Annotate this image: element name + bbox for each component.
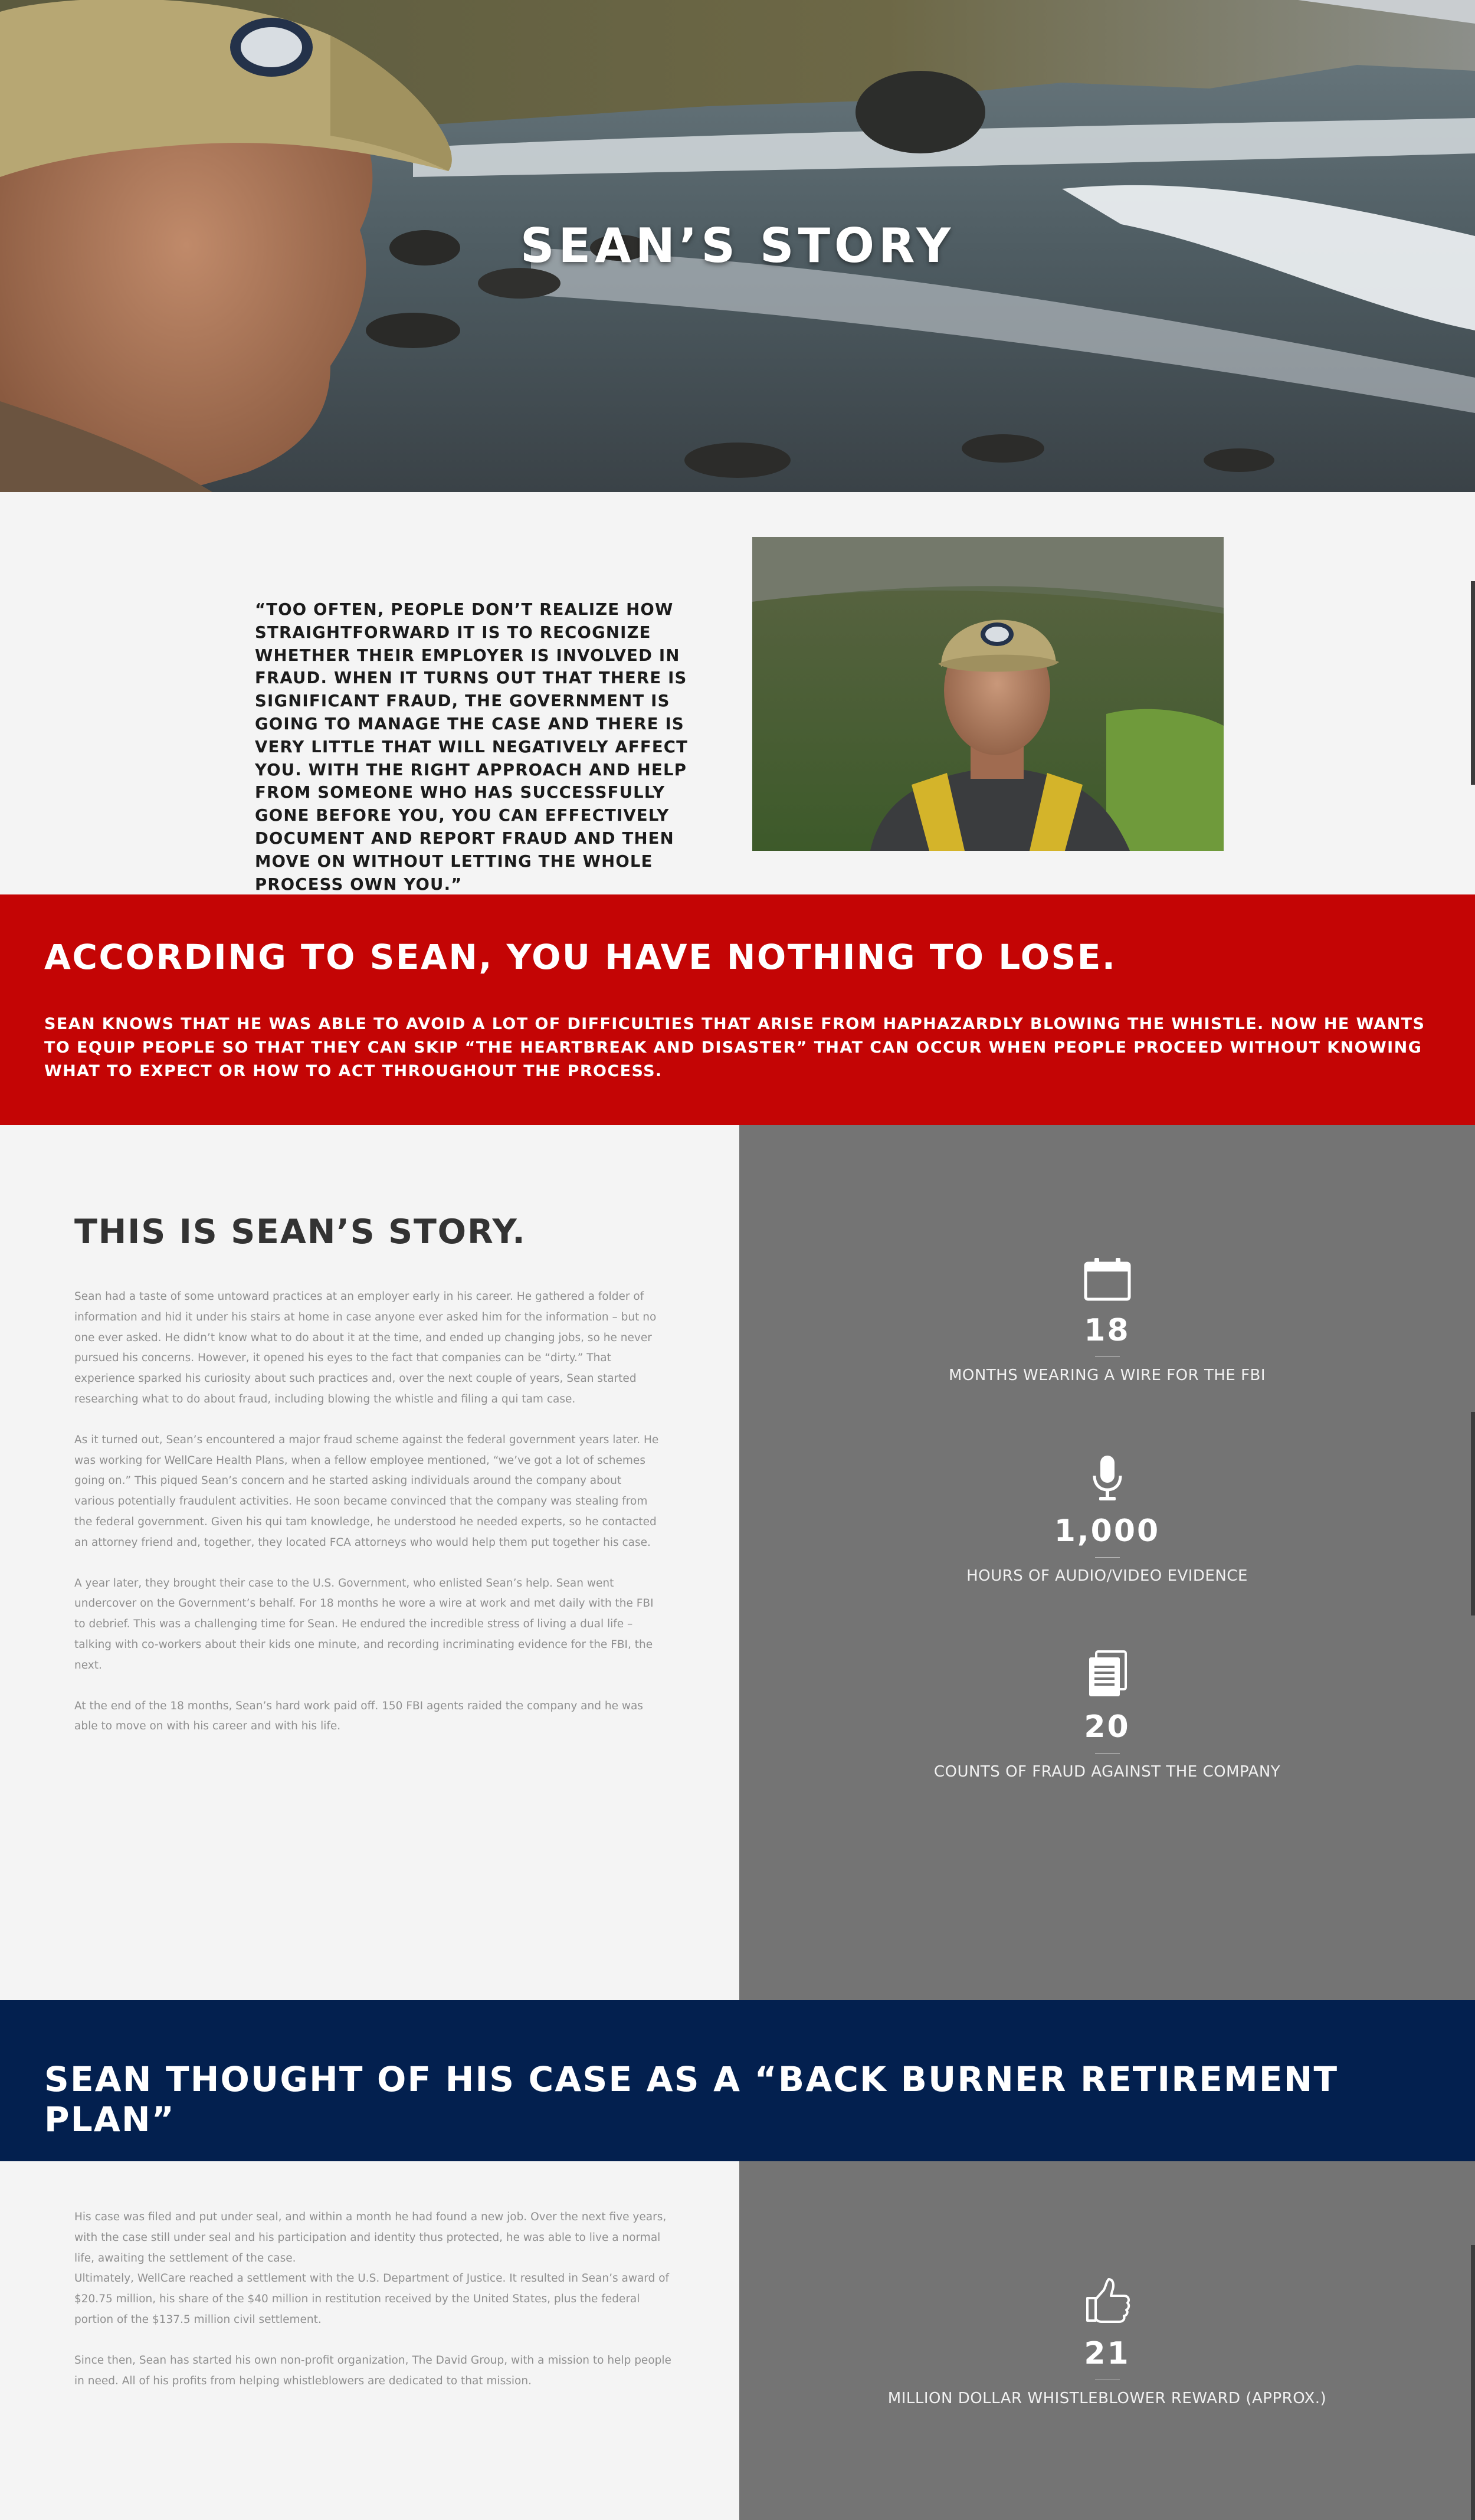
sean-portrait-photo <box>752 537 1224 851</box>
document-icon <box>1087 1650 1128 1698</box>
story-paragraph: As it turned out, Sean’s encountered a major fraud scheme against the federal government years later. He was working for WellCare Health Plans, when a fellow employee mentioned, “we’ve got a lot of schemes going on.” This piqued Sean’s concern and he started asking individuals around the company about various potentially fraudulent activities. He soon became convinced that the company was stealing from the federal government. Given his qui tam knowledge, he understood he needed experts, so he contacted an attorney friend and, together, they located FCA attorneys who would help them put together his case. <box>74 1433 659 1549</box>
stat-value: 21 <box>1084 2336 1130 2371</box>
settlement-section <box>0 2161 739 2520</box>
stat-hours-evidence <box>739 1454 1475 1585</box>
stat-counts-fraud <box>739 1650 1475 1781</box>
quote-section <box>0 492 1475 894</box>
settlement-line: Ultimately, WellCare reached a settlement with the U.S. Department of Justice. It resulted in Sean’s award of $20.75 million, his share of the $40 million in restitution received by the United States, plus the federal portion of the $137.5 million civil settlement. <box>74 2272 670 2326</box>
stat-value: 20 <box>1084 1709 1130 1745</box>
stat-label: COUNTS OF FRAUD AGAINST THE COMPANY <box>933 1763 1281 1781</box>
red-banner-text: SEAN KNOWS THAT HE WAS ABLE TO AVOID A LOT OF DIFFICULTIES THAT ARISE FROM HAPHAZARDLY BLOWING THE WHISTLE. NOW HE WANTS TO EQUIP PEOPLE SO THAT THEY CAN SKIP “THE HEARTBREAK AND DISASTER” THAT CAN OCCUR WHEN PEOPLE PROCEED WITHOUT KNOWING WHAT TO EXPECT OR HOW TO ACT THROUGHOUT THE PROCESS. <box>44 1015 1425 1080</box>
thumbs-up-icon <box>1084 2277 1131 2324</box>
hero-title: SEAN’S STORY <box>520 218 955 273</box>
red-banner-title: ACCORDING TO SEAN, YOU HAVE NOTHING TO LOSE. <box>44 937 1117 977</box>
settlement-line: His case was filed and put under seal, and within a month he had found a new job. Over the next five years, with the case still under seal and his participation and identity thus protected, he was able to live a normal life, awaiting the settlement of the case. <box>74 2211 667 2265</box>
stat-reward <box>739 2277 1475 2407</box>
stat-label: MONTHS WEARING A WIRE FOR THE FBI <box>948 1366 1266 1384</box>
calendar-icon <box>1084 1257 1131 1301</box>
settlement-paragraphs <box>74 2207 676 2411</box>
story-paragraphs <box>74 1287 664 1757</box>
stat-value: 1,000 <box>1054 1513 1161 1549</box>
stat-label: MILLION DOLLAR WHISTLEBLOWER REWARD (APPROX.) <box>887 2390 1327 2407</box>
hero-banner <box>0 0 1475 492</box>
scroll-indicator[interactable] <box>1471 2245 1475 2520</box>
story-heading: THIS IS SEAN’S STORY. <box>74 1213 526 1251</box>
settlement-paragraph <box>74 2207 676 2331</box>
story-stats-panel <box>739 1125 1475 2000</box>
navy-banner-title: SEAN THOUGHT OF HIS CASE AS A “BACK BURNER RETIREMENT PLAN” <box>44 2059 1339 2139</box>
sean-quote: “TOO OFTEN, PEOPLE DON’T REALIZE HOW STRAIGHTFORWARD IT IS TO RECOGNIZE WHETHER THEIR EMPLOYER IS INVOLVED IN FRAUD. WHEN IT TURNS OUT THAT THERE IS SIGNIFICANT FRAUD, THE GOVERNMENT IS GOING TO MANAGE THE CASE AND THERE IS VERY LITTLE THAT WILL NEGATIVELY AFFECT YOU. WITH THE RIGHT APPROACH AND HELP FROM SOMEONE WHO HAS SUCCESSFULLY GONE BEFORE YOU, YOU CAN EFFECTIVELY DOCUMENT AND REPORT FRAUD AND THEN MOVE ON WITHOUT LETTING THE WHOLE PROCESS OWN YOU.” <box>255 600 689 894</box>
story-paragraph: A year later, they brought their case to the U.S. Government, who enlisted Sean’s help. Sean went undercover on the Government’s behalf. For 18 months he wore a wire at work and met daily with the FBI to debrief. This was a challenging time for Sean. He endured the incredible stress of living a dual life – talking with co-workers about their kids one minute, and recording incriminating evidence for the FBI, the next. <box>74 1577 654 1672</box>
stat-label: HOURS OF AUDIO/VIDEO EVIDENCE <box>966 1567 1248 1585</box>
stat-months-wire <box>739 1257 1475 1384</box>
stat-divider <box>1095 1557 1120 1558</box>
microphone-icon <box>1090 1454 1125 1502</box>
navy-banner <box>0 2000 1475 2161</box>
nonprofit-paragraph: Since then, Sean has started his own non-profit organization, The David Group, with a mission to help people in need. All of his profits from helping whistleblowers are dedicated to that mission. <box>74 2354 671 2387</box>
red-banner <box>0 894 1475 1125</box>
story-paragraph: At the end of the 18 months, Sean’s hard work paid off. 150 FBI agents raided the company and he was able to move on with his career and with his life. <box>74 1699 643 1733</box>
scroll-indicator[interactable] <box>1471 1412 1475 1615</box>
stat-divider <box>1095 1356 1120 1357</box>
stat-divider <box>1095 1753 1120 1754</box>
reward-stat-panel <box>739 2161 1475 2520</box>
stat-value: 18 <box>1084 1313 1130 1348</box>
scroll-indicator[interactable] <box>1471 581 1475 785</box>
story-section <box>0 1125 739 2000</box>
story-paragraph: Sean had a taste of some untoward practices at an employer early in his career. He gathered a folder of information and hid it under his stairs at home in case anyone ever asked him for the information – but no one ever asked. He didn’t know what to do about it at the time, and ended up changing jobs, so he never pursued his concerns. However, it opened his eyes to the fact that companies can be “dirty.” That experience sparked his curiosity about such practices and, over the next couple of years, Sean started researching what to do about fraud, including blowing the whistle and filing a qui tam case. <box>74 1290 657 1405</box>
